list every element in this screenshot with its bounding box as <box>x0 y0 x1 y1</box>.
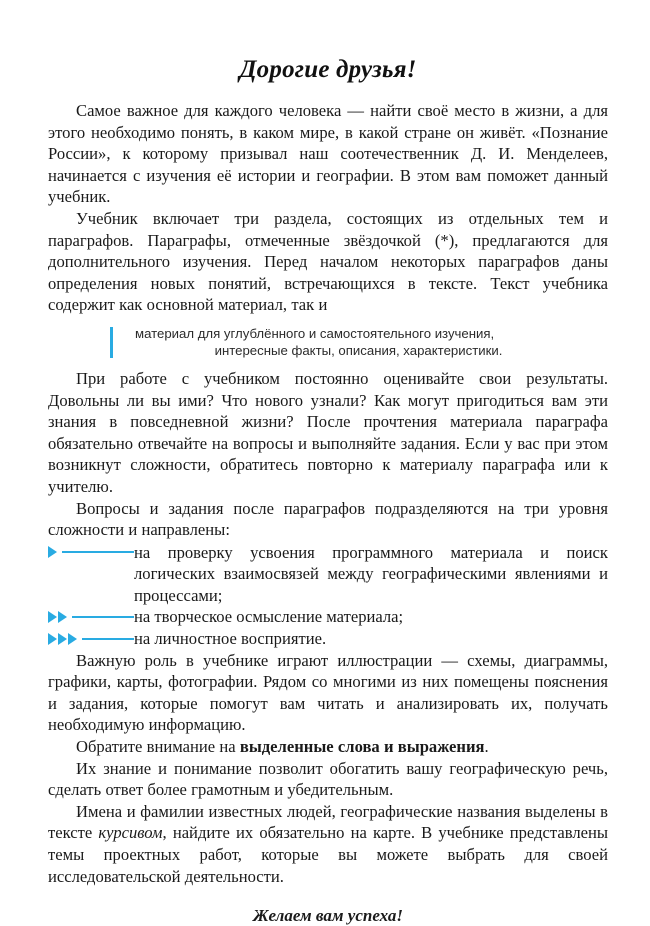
triangle-right-icon <box>48 633 57 645</box>
page-title: Дорогие друзья! <box>239 56 417 83</box>
highlight-note-suffix: . <box>484 737 489 757</box>
paragraph-highlighted-words <box>48 736 608 758</box>
triangle-right-icon <box>68 633 77 645</box>
level-1-markers <box>48 542 134 564</box>
italics-note-part2: , найдите их обязательно на карте. В учебнике представлены темы проектных работ, которые вы можете выбрать для своей исследовательской деятельности. <box>48 823 608 886</box>
level-rule-line <box>82 638 134 640</box>
level-rule-line <box>62 551 134 553</box>
triangle-right-icon <box>58 633 67 645</box>
callout-line-2: интересные факты, описания, характеристики. <box>214 343 503 359</box>
highlight-note-bold: выделенные слова и выражения <box>239 737 485 757</box>
paragraph-intro: Самое важное для каждого человека — найти своё место в жизни, а для этого необходимо понять, в каком мире, в какой стране он живёт. «Познание России», к которому призывал наш соотечественник Д. И. Менделеев, начинается с изучения её истории и географии. В этом вам поможет данный учебник. <box>48 101 608 207</box>
level-2-label: на творческое осмысление материала; <box>134 607 404 627</box>
callout-block <box>48 325 608 360</box>
triangle-right-icon <box>58 611 67 623</box>
italics-note-part1: Имена и фамилии известных людей, географические названия выделены в тексте <box>48 801 608 843</box>
level-item-3 <box>48 628 608 650</box>
paragraph-italics-note <box>48 801 608 887</box>
paragraph-self-assessment: При работе с учебником постоянно оценивайте свои результаты. Довольны ли вы ими? Что нового узнали? Как могут пригодиться вам эти знания в повседневной жизни? После прочтения материала параграфа обязательно отвечайте на вопросы и выполняйте задания. Если у вас при этом возникнут сложности, обратитесь повторно к материалу параграфа или к учителю. <box>48 368 608 496</box>
paragraph-levels-intro: Вопросы и задания после параграфов подразделяются на три уровня сложности и направлены: <box>48 498 608 540</box>
italics-note-emphasis: курсивом <box>98 823 163 843</box>
level-3-markers <box>48 628 134 650</box>
triangle-right-icon <box>48 611 57 623</box>
highlight-note-prefix: Обратите внимание на <box>76 737 240 757</box>
callout-text <box>113 325 608 360</box>
level-2-markers <box>48 606 134 628</box>
level-3-label: на личностное восприятие. <box>134 629 327 649</box>
closing-wish: Желаем вам успеха! <box>252 906 404 926</box>
difficulty-levels-list <box>48 542 608 650</box>
level-rule-line <box>72 616 134 618</box>
paragraph-structure: Учебник включает три раздела, состоящих из отдельных тем и параграфов. Параграфы, отмеченные звёздочкой (*), предлагаются для дополнительного изучения. Перед началом некоторых параграфов даны определения новых понятий, встречающихся в тексте. Текст учебника содержит как основной материал, так и <box>48 208 608 315</box>
level-item-2 <box>48 606 608 628</box>
paragraph-speech-enrichment: Их знание и понимание позволит обогатить вашу географическую речь, сделать ответ более грамотным и убедительным. <box>48 758 608 800</box>
triangle-right-icon <box>48 546 57 558</box>
level-1-label: на проверку усвоения программного материала и поиск логических взаимосвязей между географическими явлениями и процессами; <box>134 542 608 605</box>
paragraph-illustrations: Важную роль в учебнике играют иллюстрации — схемы, диаграммы, графики, карты, фотографии. Рядом со многими из них помещены пояснения и задания, которые помогут вам читать и анализировать их, получать необходимую информацию. <box>48 650 608 735</box>
level-item-1 <box>48 542 608 607</box>
callout-line-1: материал для углублённого и самостоятельного изучения, <box>135 325 495 341</box>
